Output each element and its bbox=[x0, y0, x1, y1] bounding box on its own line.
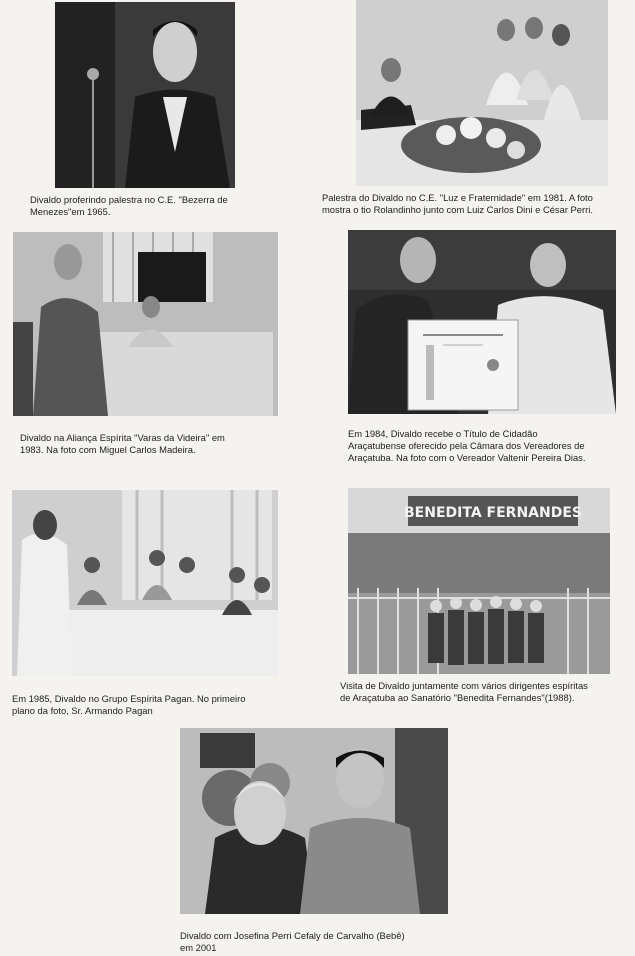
caption-photo-5: Em 1985, Divaldo no Grupo Espírita Pagan. No primeiro plano da foto, Sr. Armando Pagan bbox=[12, 693, 246, 716]
photo-grupo-espirita-pagan-1985 bbox=[12, 490, 278, 676]
caption-photo-2: Palestra do Divaldo no C.E. "Luz e Fraternidade" em 1981. A foto mostra o tio Rolandinho junto com Luiz Carlos Dini e César Perri. bbox=[322, 192, 593, 215]
caption-photo-7: Divaldo com Josefina Perri Cefaly de Carvalho (Bebê) em 2001 bbox=[180, 930, 405, 953]
photo-titulo-cidadao-1984 bbox=[348, 230, 616, 414]
photo-varas-da-videira-1983 bbox=[13, 232, 278, 416]
photo-sanatorio-benedita-fernandes-1988 bbox=[348, 488, 610, 674]
caption-photo-6: Visita de Divaldo juntamente com vários dirigentes espíritas de Araçatuba ao Sanatório "Benedita Fernandes"(1988). bbox=[340, 680, 588, 703]
caption-photo-3: Divaldo na Aliança Espírita "Varas da Videira" em 1983. Na foto com Miguel Carlos Madeira. bbox=[20, 432, 225, 455]
caption-photo-1: Divaldo proferindo palestra no C.E. "Bezerra de Menezes"em 1965. bbox=[30, 194, 228, 217]
photo-divaldo-palestra-1965 bbox=[55, 2, 235, 188]
sanatorio-sign: BENEDITA FERNANDES bbox=[404, 505, 582, 521]
caption-photo-4: Em 1984, Divaldo recebe o Título de Cidadão Araçatubense oferecido pela Câmara dos Vereadores de Araçatuba. Na foto com o Vereador Valtenir Pereira Dias. bbox=[348, 428, 586, 463]
photo-divaldo-com-josefina-2001 bbox=[180, 728, 448, 914]
photo-luz-e-fraternidade-1981 bbox=[356, 0, 608, 186]
